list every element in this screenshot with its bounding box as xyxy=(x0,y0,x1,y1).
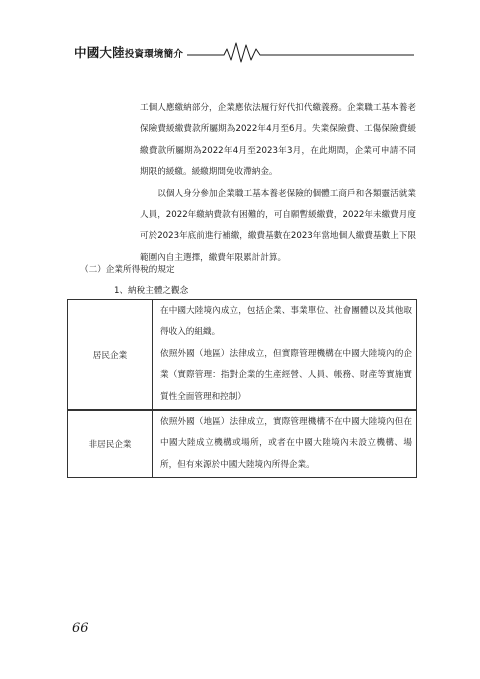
running-header xyxy=(74,40,414,64)
page-number: 66 xyxy=(72,621,89,636)
body-paragraph-1: 工個人應繳納部分，企業應依法履行好代扣代繳義務。企業職工基本養老保險費緩繳費款所屬期為2022年4月至6月。失業保險費、工傷保險費緩繳費款所屬期為2022年4月至2023年3月，在此期間，企業可申請不同期限的緩繳。緩繳期間免收滯納金。 xyxy=(140,103,416,178)
header-title-sub: 投資環境簡介 xyxy=(124,49,184,60)
header-title xyxy=(74,43,183,61)
body-paragraph-2: 以個人身分參加企業職工基本養老保險的個體工商戶和各類靈活就業人員，2022年繳納費款有困難的，可自願暫緩繳費，2022年未繳費月度可於2023年底前進行補繳，繳費基數在2023年當地個人繳費基數上下限範圍內自主選擇，繳費年限累計計算。 xyxy=(140,188,416,263)
section-heading: （二）企業所得稅的規定 xyxy=(80,265,175,275)
table-row-description xyxy=(153,410,417,478)
table-row-description xyxy=(153,300,417,411)
table-row xyxy=(68,300,417,411)
table-row-desc-line: 依照外國（地區）法律成立，實際管理機構不在中國大陸境內但在中國大陸成立機構或場所，或者在中國大陸境內未設立機構、場所，但有來源於中國大陸境內所得企業。 xyxy=(160,417,412,470)
header-title-main: 中國大陸 xyxy=(74,45,125,60)
subsection-heading: 1、納稅主體之觀念 xyxy=(114,286,189,296)
table-row-label: 居民企業 xyxy=(68,300,153,411)
table-row-desc-line: 在中國大陸境內成立，包括企業、事業單位、社會團體以及其他取得收入的組織。 xyxy=(160,306,412,338)
table-row xyxy=(68,410,417,478)
body-text xyxy=(140,98,416,269)
table-row-label: 非居民企業 xyxy=(68,410,153,478)
table-row-desc-line: 依照外國（地區）法律成立，但實際管理機構在中國大陸境內的企業（實際管理：指對企業的生產經營、人員、帳務、財產等實施實質性全面管理和控制） xyxy=(160,348,412,402)
taxpayer-table xyxy=(67,299,417,478)
